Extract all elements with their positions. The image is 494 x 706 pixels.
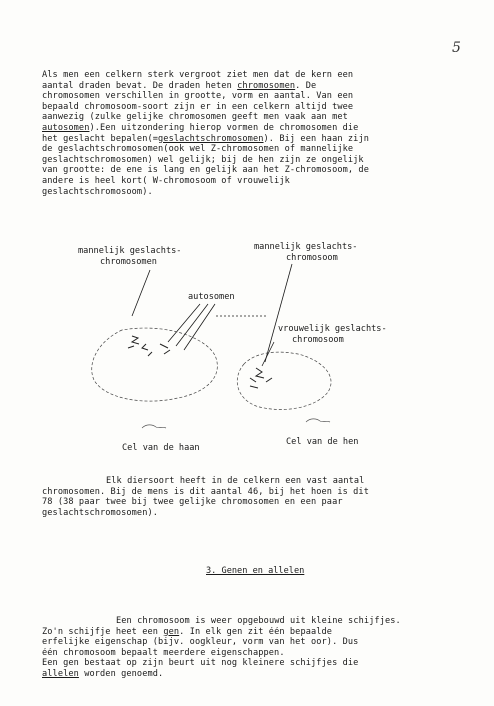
cell-hen-outline: [237, 352, 331, 409]
label-male-chromosomes-left: mannelijk geslachts-: [78, 246, 182, 256]
text-fragment: . De: [295, 80, 317, 91]
sketch-mark: [306, 419, 330, 422]
label-male-chromosome-right: chromosoom: [286, 253, 338, 263]
caption-cel-haan: Cel van de haan: [122, 443, 200, 453]
paragraph-genen: [42, 616, 414, 680]
text-line: [42, 81, 414, 92]
pointer-line: [262, 342, 274, 366]
term-gen: gen: [163, 626, 180, 637]
label-female-chromosome: chromosoom: [292, 335, 344, 345]
text-fragment: worden genoemd.: [78, 668, 164, 679]
term-allelen: allelen: [42, 668, 79, 679]
text-line: aanwezig (zulke gelijke chromosomen geeft men vaak aan met: [42, 112, 348, 123]
text-fragment: het geslacht bepalen(=: [42, 133, 159, 144]
pointer-lines: [132, 264, 292, 366]
text-line: [42, 134, 414, 145]
term-autosomen: autosomen: [42, 122, 90, 133]
text-line: één chromosoom bepaalt meerdere eigenschappen.: [42, 647, 285, 658]
chromosome-mark: [250, 378, 258, 388]
page-number: 5: [452, 40, 461, 56]
chromosome-mark: [266, 378, 272, 382]
text-line: geslachtschromosoom).: [42, 186, 153, 197]
chromosome-mark: [160, 344, 170, 354]
label-male-chromosomes-left: chromosomen: [100, 257, 157, 267]
cell-diagram: [60, 232, 420, 462]
text-line: Een gen bestaat op zijn beurt uit nog kleinere schijfjes die: [42, 658, 359, 669]
text-line: de geslachtschromosomen(ook wel Z-chromosomen of mannelijke: [42, 144, 354, 155]
text-line: Een chromosoom is weer opgebouwd uit kleine schijfjes.: [116, 616, 401, 626]
label-autosomen: autosomen: [188, 292, 235, 302]
text-fragment: . In elk gen zit één bepaalde: [179, 626, 333, 637]
term-chromosomen: chromosomen: [237, 80, 296, 91]
paragraph-aantal: [42, 476, 414, 518]
text-fragment: aantal draden bevat. De draden heten: [42, 80, 238, 91]
section-heading: 3. Genen en allelen: [206, 566, 305, 576]
text-fragment: Zo'n schijfje heet een: [42, 626, 164, 637]
paragraph-chromosomen: [42, 70, 414, 197]
pointer-line: [132, 270, 150, 316]
text-line: Elk diersoort heeft in de celkern een vast aantal: [106, 476, 365, 486]
chromosome-mark: [132, 336, 139, 344]
chromosome-mark: [142, 344, 152, 356]
text-line: andere is heel kort( W-chromosoom of vrouwelijk: [42, 175, 290, 186]
text-line: van grootte: de ene is lang en gelijk aan het Z-chromosoom, de: [42, 165, 369, 176]
text-line: chromosomen verschillen in grootte, vorm en aantal. Van een: [42, 91, 354, 102]
term-geslachtschromosomen: geslachtschromosomen: [158, 133, 264, 144]
caption-cel-hen: Cel van de hen: [286, 437, 359, 447]
pointer-line: [265, 264, 292, 362]
text-line: 78 (38 paar twee bij twee gelijke chromosomen en een paar: [42, 497, 343, 508]
text-fragment: ). Bij een haan zijn: [263, 133, 369, 144]
text-line: erfelijke eigenschap (bijv. oogkleur, vorm van het oor). Dus: [42, 637, 359, 648]
chromosome-marks: [128, 336, 272, 388]
cell-haan-outline: [92, 328, 218, 401]
text-line: chromosomen. Bij de mens is dit aantal 46, bij het hoen is dit: [42, 486, 369, 497]
sketch-mark: [142, 425, 166, 428]
text-line: bepaald chromosoom-soort zijn er in een celkern altijd twee: [42, 101, 354, 112]
text-line: [42, 627, 414, 638]
label-female-chromosome: vrouwelijk geslachts-: [278, 324, 387, 334]
chromosome-mark: [128, 346, 134, 348]
text-line: geslachtschromosomen) wel gelijk; bij de hen zijn ze ongelijk: [42, 154, 364, 165]
text-line: Als men een celkern sterk vergroot ziet men dat de kern een: [42, 70, 354, 80]
chromosome-mark: [256, 368, 264, 378]
text-line: [42, 123, 414, 134]
pointer-line: [168, 304, 215, 350]
text-fragment: ).Een uitzondering hierop vormen de chromosomen die: [89, 122, 359, 133]
text-line: geslachtschromosomen).: [42, 507, 159, 518]
label-male-chromosome-right: mannelijk geslachts-: [254, 242, 358, 252]
text-line: [42, 669, 414, 680]
